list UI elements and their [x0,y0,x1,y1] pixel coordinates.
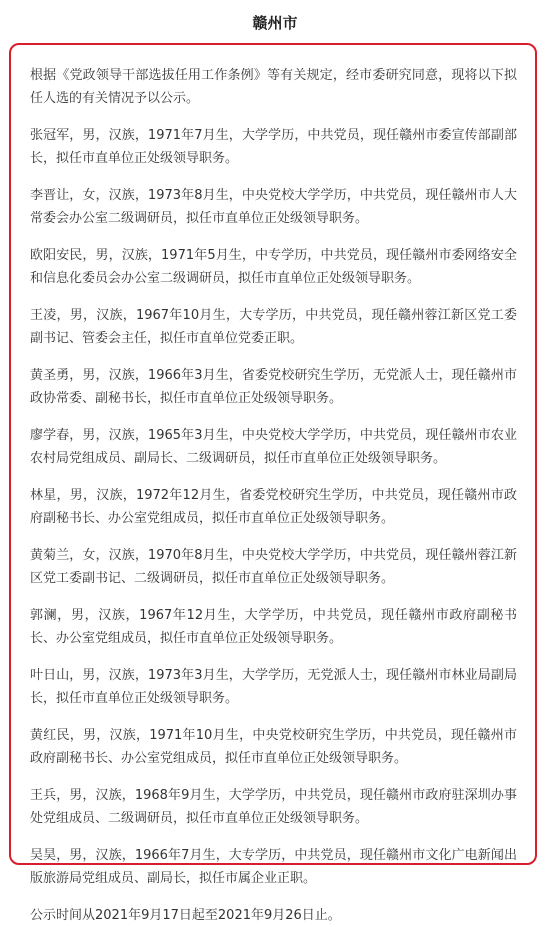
candidate-paragraph: 张冠军，男，汉族，1971年7月生，大学学历，中共党员，现任赣州市委宣传部副部长，拟任市直单位正处级领导职务。 [30,128,517,166]
candidate-paragraph: 王兵，男，汉族，1968年9月生，大学学历，中共党员，现任赣州市政府驻深圳办事处党组成员、二级调研员，拟任市直单位正处级领导职务。 [30,788,517,826]
notice-period: 公示时间从2021年9月17日起至2021年9月26日止。 [30,908,341,923]
candidate-paragraph: 黄菊兰，女，汉族，1970年8月生，中央党校大学学历，中共党员，现任赣州蓉江新区党工委副书记、二级调研员，拟任市直单位正处级领导职务。 [30,548,517,586]
page-title: 赣州市 [252,14,298,32]
candidate-paragraph: 林星，男，汉族，1972年12月生，省委党校研究生学历，中共党员，现任赣州市政府副秘书长、办公室党组成员，拟任市直单位正处级领导职务。 [30,488,517,526]
candidate-paragraph: 廖学春，男，汉族，1965年3月生，中央党校大学学历，中共党员，现任赣州市农业农村局党组成员、副局长、二级调研员，拟任市直单位正处级领导职务。 [30,428,517,466]
notice-intro: 根据《党政领导干部选拔任用工作条例》等有关规定，经市委研究同意，现将以下拟任人选的有关情况予以公示。 [30,68,517,106]
candidate-paragraph: 李晋让，女，汉族，1973年8月生，中央党校大学学历，中共党员，现任赣州市人大常委会办公室二级调研员，拟任市直单位正处级领导职务。 [30,188,517,226]
candidate-paragraph: 欧阳安民，男，汉族，1971年5月生，中专学历，中共党员，现任赣州市委网络安全和信息化委员会办公室二级调研员，拟任市直单位正处级领导职务。 [30,248,517,286]
candidate-paragraph: 黄红民，男，汉族，1971年10月生，中央党校研究生学历，中共党员，现任赣州市政府副秘书长、办公室党组成员，拟任市直单位正处级领导职务。 [30,728,517,766]
candidate-paragraph: 叶日山，男，汉族，1973年3月生，大学学历，无党派人士，现任赣州市林业局副局长，拟任市直单位正处级领导职务。 [30,668,517,706]
notice-box [9,43,537,923]
candidate-paragraph: 王凌，男，汉族，1967年10月生，大专学历，中共党员，现任赣州蓉江新区党工委副书记、管委会主任，拟任市直单位党委正职。 [30,308,517,346]
candidate-paragraph: 黄圣勇，男，汉族，1966年3月生，省委党校研究生学历，无党派人士，现任赣州市政协常委、副秘书长，拟任市直单位正处级领导职务。 [30,368,517,406]
candidate-paragraph: 吴昊，男，汉族，1966年7月生，大专学历，中共党员，现任赣州市文化广电新闻出版旅游局党组成员、副局长，拟任市属企业正职。 [30,848,517,886]
candidate-paragraph: 郭澜，男，汉族，1967年12月生，大学学历，中共党员，现任赣州市政府副秘书长、办公室党组成员，拟任市直单位正处级领导职务。 [30,608,517,646]
